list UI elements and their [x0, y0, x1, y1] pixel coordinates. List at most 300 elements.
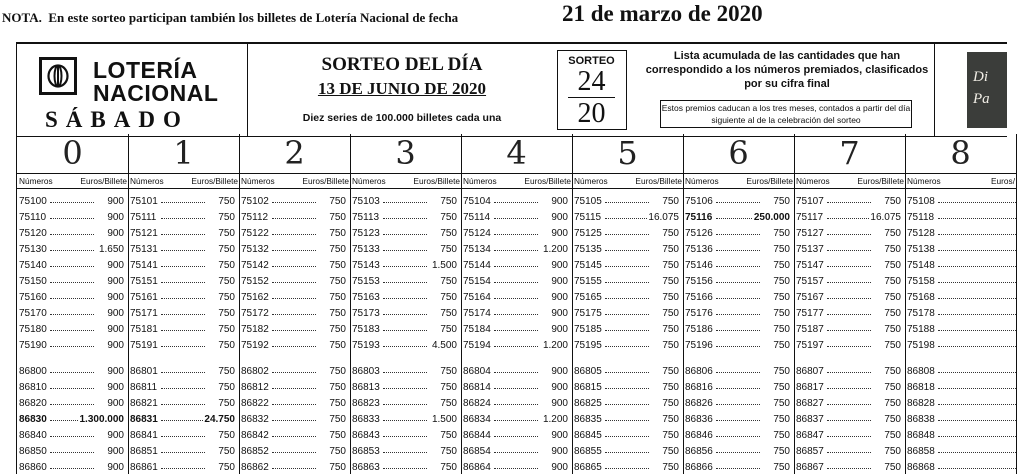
- ticket-number: 75170: [19, 308, 47, 319]
- ticket-number: 75180: [19, 324, 47, 335]
- table-row: [794, 290, 905, 306]
- prize-amount: 750: [439, 290, 457, 306]
- dot-leader: [494, 388, 538, 389]
- ticket-number: 86800: [19, 366, 47, 377]
- euros-heading: Euros/: [991, 176, 1015, 186]
- ticket-number: 75150: [19, 276, 47, 287]
- prize-amount: 750: [217, 226, 235, 242]
- table-row: [572, 364, 683, 380]
- prize-amount: 750: [328, 242, 346, 258]
- prize-amount: 750: [772, 322, 790, 338]
- prize-amount: 750: [328, 274, 346, 290]
- prize-amount: 900: [106, 364, 124, 380]
- table-row: [239, 364, 350, 380]
- prize-amount: 750: [328, 306, 346, 322]
- table-row: [683, 274, 794, 290]
- ticket-number: 86827: [796, 398, 824, 409]
- prize-amount: 750: [661, 242, 679, 258]
- loteria-emblem-icon: [39, 57, 77, 95]
- table-row: [794, 412, 905, 428]
- prize-amount: 750: [328, 412, 346, 428]
- table-row: [794, 306, 905, 322]
- ticket-number: 75193: [352, 340, 380, 351]
- prize-amount: 1.650: [98, 242, 124, 258]
- ticket-number: 75187: [796, 324, 824, 335]
- table-row: [905, 338, 1016, 354]
- table-row: [239, 290, 350, 306]
- table-row: [683, 444, 794, 460]
- table-row: [17, 274, 128, 290]
- prize-amount: 1.500: [431, 412, 457, 428]
- prize-amount: 750: [883, 380, 901, 396]
- dot-leader: [827, 234, 871, 235]
- table-row: [128, 396, 239, 412]
- table-row: [239, 412, 350, 428]
- prize-amount: 900: [550, 226, 568, 242]
- table-row: [350, 274, 461, 290]
- euros-heading: Euros/Billete: [191, 176, 238, 186]
- table-row: [461, 364, 572, 380]
- dot-leader: [827, 388, 871, 389]
- prize-amount: 750: [439, 274, 457, 290]
- dot-leader: [272, 202, 316, 203]
- table-row: [17, 338, 128, 354]
- ticket-number: 75103: [352, 196, 380, 207]
- draw-series: Diez series de 100.000 billetes cada una: [302, 112, 502, 124]
- table-row: [683, 364, 794, 380]
- ticket-number: 86810: [19, 382, 47, 393]
- column-digit-header: 4: [506, 134, 527, 172]
- numbers-heading: Números: [685, 176, 719, 186]
- prize-amount: 750: [217, 258, 235, 274]
- table-row: [239, 226, 350, 242]
- dot-leader: [50, 218, 94, 219]
- prize-amount: 750: [661, 194, 679, 210]
- ticket-number: 86868: [907, 462, 935, 473]
- dot-leader: [716, 404, 760, 405]
- ticket-number: 75194: [463, 340, 491, 351]
- prize-amount: 750: [661, 274, 679, 290]
- table-row: [794, 444, 905, 460]
- table-row: [461, 258, 572, 274]
- table-row: [905, 380, 1016, 396]
- prize-amount: 750: [217, 444, 235, 460]
- prize-amount: 750: [217, 428, 235, 444]
- ticket-number: 75190: [19, 340, 47, 351]
- table-row: [350, 242, 461, 258]
- table-row: [461, 306, 572, 322]
- column-digit-0: [17, 134, 129, 474]
- prize-amount: 750: [772, 444, 790, 460]
- dot-leader: [827, 346, 871, 347]
- dot-leader: [938, 388, 1016, 389]
- table-row: [128, 338, 239, 354]
- dot-leader: [827, 250, 871, 251]
- table-row: [905, 210, 1016, 226]
- prize-amount: 750: [328, 460, 346, 476]
- ticket-number: 75191: [130, 340, 158, 351]
- table-row: [572, 210, 683, 226]
- promo-image: Di Pa: [967, 52, 1007, 128]
- list-description-text: Lista acumulada de las cantidades que han correspondido a los números premiados, clasificados por su cifra final: [645, 50, 929, 90]
- dot-leader: [605, 202, 649, 203]
- prize-amount: 900: [106, 322, 124, 338]
- column-subheader: [461, 173, 572, 189]
- table-row: [572, 322, 683, 338]
- dot-leader: [827, 330, 871, 331]
- ticket-number: 86828: [907, 398, 935, 409]
- dot-leader: [605, 468, 649, 469]
- prize-amount: 750: [328, 444, 346, 460]
- ticket-number: 75175: [574, 308, 602, 319]
- table-row: [350, 460, 461, 476]
- table-row: [683, 226, 794, 242]
- table-row: [794, 364, 905, 380]
- dot-leader: [605, 372, 649, 373]
- table-row: [905, 364, 1016, 380]
- euros-heading: Euros/Billete: [524, 176, 571, 186]
- table-row: [17, 210, 128, 226]
- dot-leader: [827, 372, 871, 373]
- prize-amount: 750: [772, 226, 790, 242]
- table-row: [350, 210, 461, 226]
- dot-leader: [383, 388, 427, 389]
- dot-leader: [161, 218, 205, 219]
- prize-amount: 750: [772, 460, 790, 476]
- prize-amount: 750: [328, 338, 346, 354]
- dot-leader: [161, 468, 205, 469]
- table-row: [17, 412, 128, 428]
- ticket-number: 86861: [130, 462, 158, 473]
- dot-leader: [605, 436, 649, 437]
- ticket-number: 75123: [352, 228, 380, 239]
- ticket-number: 75112: [241, 212, 269, 223]
- prize-amount: 750: [883, 194, 901, 210]
- prize-amount: 750: [661, 428, 679, 444]
- dot-leader: [938, 250, 1016, 251]
- table-row: [683, 242, 794, 258]
- ticket-number: 75174: [463, 308, 491, 319]
- dot-leader: [161, 452, 205, 453]
- table-row: [572, 338, 683, 354]
- ticket-number: 86843: [352, 430, 380, 441]
- dot-leader: [716, 346, 760, 347]
- dot-leader: [938, 314, 1016, 315]
- dot-leader: [50, 372, 94, 373]
- ticket-number: 75141: [130, 260, 158, 271]
- draw-year: 20: [577, 98, 606, 129]
- prize-amount: 900: [106, 226, 124, 242]
- table-row: [350, 226, 461, 242]
- dot-leader: [827, 282, 871, 283]
- dot-leader: [938, 298, 1016, 299]
- ticket-number: 75144: [463, 260, 491, 271]
- ticket-number: 86863: [352, 462, 380, 473]
- ticket-number: 75133: [352, 244, 380, 255]
- dot-leader: [605, 234, 649, 235]
- ticket-number: 86824: [463, 398, 491, 409]
- table-row: [683, 306, 794, 322]
- column-digit-header: 2: [284, 134, 305, 172]
- table-row: [461, 412, 572, 428]
- ticket-number: 86851: [130, 446, 158, 457]
- ticket-number: 75165: [574, 292, 602, 303]
- prize-amount: 900: [550, 322, 568, 338]
- prize-amount: 900: [550, 428, 568, 444]
- ticket-number: 86850: [19, 446, 47, 457]
- ticket-number: 75102: [241, 196, 269, 207]
- dot-leader: [161, 420, 205, 421]
- prize-amount: 900: [550, 258, 568, 274]
- dot-leader: [494, 330, 538, 331]
- table-row: [794, 460, 905, 476]
- dot-leader: [272, 388, 316, 389]
- ticket-number: 86836: [685, 414, 713, 425]
- dot-leader: [50, 468, 94, 469]
- table-row: [572, 412, 683, 428]
- table-row: [17, 226, 128, 242]
- draw-title: SORTEO DEL DÍA: [321, 54, 483, 75]
- table-row: [794, 194, 905, 210]
- ticket-number: 75160: [19, 292, 47, 303]
- ticket-number: 86802: [241, 366, 269, 377]
- dot-leader: [938, 218, 1016, 219]
- ticket-number: 75178: [907, 308, 935, 319]
- ticket-number: 75113: [352, 212, 380, 223]
- dot-leader: [50, 452, 94, 453]
- table-row: [572, 380, 683, 396]
- ticket-number: 75111: [130, 212, 157, 223]
- euros-heading: Euros/Billete: [746, 176, 793, 186]
- dot-leader: [494, 314, 538, 315]
- dot-leader: [50, 346, 94, 347]
- column-digit-2: [239, 134, 351, 474]
- prize-amount: 900: [106, 274, 124, 290]
- table-row: [17, 444, 128, 460]
- ticket-number: 75145: [574, 260, 602, 271]
- table-row: [239, 322, 350, 338]
- ticket-number: 75155: [574, 276, 602, 287]
- table-row: [794, 322, 905, 338]
- dot-leader: [494, 218, 538, 219]
- dot-leader: [605, 330, 649, 331]
- table-row: [239, 428, 350, 444]
- prize-amount: 750: [661, 322, 679, 338]
- numbers-heading: Números: [907, 176, 941, 186]
- table-row: [350, 428, 461, 444]
- column-digit-3: [350, 134, 462, 474]
- ticket-number: 75125: [574, 228, 602, 239]
- ticket-number: 86848: [907, 430, 935, 441]
- table-row: [905, 194, 1016, 210]
- prize-amount: 750: [772, 428, 790, 444]
- prize-amount: 250.000: [753, 210, 790, 226]
- dot-leader: [383, 468, 427, 469]
- dot-leader: [161, 202, 205, 203]
- dot-leader: [383, 314, 427, 315]
- table-row: [461, 380, 572, 396]
- prize-amount: 750: [661, 306, 679, 322]
- prize-amount: 900: [106, 396, 124, 412]
- table-row: [128, 460, 239, 476]
- prize-amount: 1.500: [431, 258, 457, 274]
- dot-leader: [50, 298, 94, 299]
- dot-leader: [494, 234, 538, 235]
- prize-amount: 750: [883, 444, 901, 460]
- ticket-number: 75157: [796, 276, 824, 287]
- dot-leader: [716, 298, 760, 299]
- dot-leader: [938, 266, 1016, 267]
- prize-amount: 900: [550, 290, 568, 306]
- prize-amount: 750: [883, 396, 901, 412]
- ticket-number: 86841: [130, 430, 158, 441]
- ticket-number: 75148: [907, 260, 935, 271]
- prize-amount: 750: [772, 306, 790, 322]
- dot-leader: [716, 330, 760, 331]
- dot-leader: [161, 250, 205, 251]
- prize-amount: 750: [439, 322, 457, 338]
- table-row: [905, 460, 1016, 476]
- prize-amount: 750: [661, 226, 679, 242]
- dot-leader: [272, 420, 316, 421]
- table-row: [794, 226, 905, 242]
- dot-leader: [716, 234, 760, 235]
- prize-amount: 750: [883, 274, 901, 290]
- dot-leader: [716, 388, 760, 389]
- dot-leader: [272, 468, 316, 469]
- dot-leader: [605, 388, 649, 389]
- prize-amount: 900: [106, 380, 124, 396]
- numbers-heading: Números: [19, 176, 53, 186]
- prize-amount: 750: [883, 428, 901, 444]
- column-digit-header: 8: [950, 134, 971, 172]
- dot-leader: [161, 404, 205, 405]
- prize-amount: 750: [328, 380, 346, 396]
- table-row: [239, 242, 350, 258]
- ticket-number: 75106: [685, 196, 713, 207]
- table-row: [794, 396, 905, 412]
- ticket-number: 86864: [463, 462, 491, 473]
- ticket-number: 75136: [685, 244, 713, 255]
- prize-amount: 750: [772, 396, 790, 412]
- ticket-number: 75132: [241, 244, 269, 255]
- dot-leader: [494, 452, 538, 453]
- ticket-number: 75186: [685, 324, 713, 335]
- table-row: [128, 380, 239, 396]
- prize-amount: 1.200: [542, 338, 568, 354]
- table-row: [128, 258, 239, 274]
- ticket-number: 75184: [463, 324, 491, 335]
- dot-leader: [605, 404, 649, 405]
- results-grid: [16, 134, 1015, 474]
- ticket-number: 86852: [241, 446, 269, 457]
- dot-leader: [272, 436, 316, 437]
- column-digit-header: 7: [839, 134, 860, 172]
- table-row: [794, 380, 905, 396]
- dot-leader: [272, 346, 316, 347]
- ticket-number: 86855: [574, 446, 602, 457]
- dot-leader: [383, 346, 427, 347]
- table-row: [350, 258, 461, 274]
- dot-leader: [938, 436, 1016, 437]
- column-subheader: [128, 173, 239, 189]
- dot-leader: [716, 202, 760, 203]
- ticket-number: 75192: [241, 340, 269, 351]
- ticket-number: 86807: [796, 366, 824, 377]
- dot-leader: [161, 388, 205, 389]
- dot-leader: [938, 282, 1016, 283]
- dot-leader: [716, 452, 760, 453]
- prize-amount: 750: [439, 444, 457, 460]
- table-row: [239, 444, 350, 460]
- table-row: [17, 258, 128, 274]
- ticket-number: 75188: [907, 324, 935, 335]
- numbers-heading: Números: [352, 176, 386, 186]
- expiry-note: Estos premios caducan a los tres meses, contados a partir del día siguiente al de la celebración del sorteo: [660, 100, 912, 128]
- draw-header: [16, 42, 1007, 137]
- ticket-number: 86857: [796, 446, 824, 457]
- prize-amount: 16.075: [647, 210, 679, 226]
- table-row: [683, 338, 794, 354]
- dot-leader: [827, 404, 871, 405]
- numbers-heading: Números: [463, 176, 497, 186]
- ticket-number: 75100: [19, 196, 47, 207]
- table-row: [683, 396, 794, 412]
- table-row: [239, 306, 350, 322]
- dot-leader: [605, 250, 649, 251]
- dot-leader: [605, 452, 649, 453]
- dot-leader: [605, 420, 649, 421]
- ticket-number: 86842: [241, 430, 269, 441]
- table-row: [17, 364, 128, 380]
- table-row: [794, 274, 905, 290]
- ticket-number: 75107: [796, 196, 824, 207]
- dot-leader: [827, 202, 871, 203]
- ticket-number: 86814: [463, 382, 491, 393]
- ticket-number: 75117: [796, 212, 824, 223]
- ticket-number: 75182: [241, 324, 269, 335]
- prize-amount: 750: [328, 226, 346, 242]
- prize-amount: 750: [217, 242, 235, 258]
- ticket-number: 75127: [796, 228, 824, 239]
- ticket-number: 75135: [574, 244, 602, 255]
- prize-amount: 750: [439, 226, 457, 242]
- dot-leader: [272, 452, 316, 453]
- table-row: [572, 290, 683, 306]
- table-row: [572, 274, 683, 290]
- ticket-number: 86801: [130, 366, 158, 377]
- dot-leader: [383, 234, 427, 235]
- dot-leader: [494, 372, 538, 373]
- dot-leader: [716, 314, 760, 315]
- prize-amount: 750: [217, 460, 235, 476]
- ticket-number: 86822: [241, 398, 269, 409]
- table-row: [461, 396, 572, 412]
- day-label: SÁBADO: [45, 107, 189, 132]
- prize-amount: 900: [106, 306, 124, 322]
- ticket-number: 75196: [685, 340, 713, 351]
- table-row: [461, 226, 572, 242]
- prize-amount: 750: [883, 338, 901, 354]
- prize-amount: 750: [661, 258, 679, 274]
- column-digit-header: 5: [617, 134, 638, 172]
- column-subheader: [17, 173, 128, 189]
- ticket-number: 86858: [907, 446, 935, 457]
- table-row: [239, 194, 350, 210]
- table-row: [128, 428, 239, 444]
- dot-leader: [938, 452, 1016, 453]
- column-digit-5: [572, 134, 684, 474]
